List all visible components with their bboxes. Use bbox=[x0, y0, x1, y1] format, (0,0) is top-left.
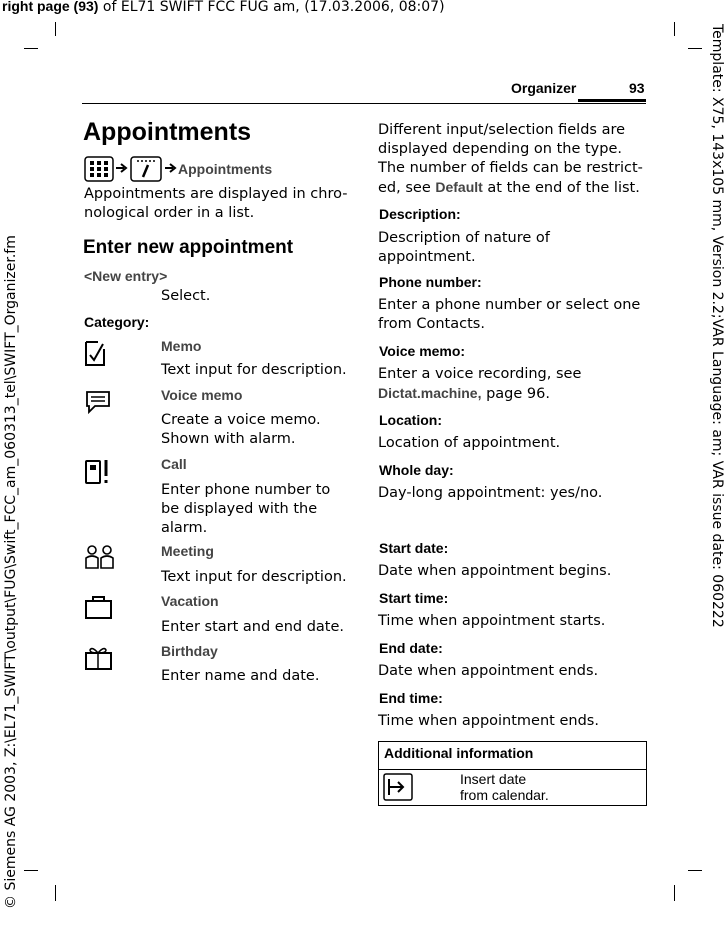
intro-line bbox=[378, 178, 643, 198]
category-desc-line: Text input for description. bbox=[161, 569, 347, 585]
new-entry-label: <New entry> bbox=[84, 268, 168, 284]
running-header-rest: of EL71 SWIFT FCC FUG am, (17.03.2006, 08:07) bbox=[98, 0, 445, 15]
crop-mark bbox=[24, 870, 38, 871]
page-title: Appointments bbox=[83, 118, 252, 146]
category-desc-line: alarm. bbox=[161, 520, 208, 536]
intro-line: Appointments are displayed in chro- bbox=[84, 186, 348, 202]
field-desc bbox=[378, 562, 611, 581]
category-desc bbox=[161, 667, 319, 686]
field-desc-line: Day-long appointment: yes/no. bbox=[378, 485, 603, 501]
arrow-right-icon bbox=[115, 161, 129, 175]
insert-date-icon bbox=[383, 773, 413, 801]
intro-line: The number of fields can be restrict- bbox=[378, 160, 643, 176]
field-desc bbox=[378, 365, 581, 404]
category-desc-line: Text input for description. bbox=[161, 362, 347, 378]
field-desc bbox=[378, 662, 598, 681]
additional-info-box bbox=[378, 741, 647, 806]
category-name: Birthday bbox=[161, 643, 218, 659]
field-desc-line: appointment. bbox=[378, 249, 476, 265]
field-desc bbox=[378, 434, 560, 453]
crop-mark bbox=[24, 48, 38, 49]
default-link[interactable]: Default bbox=[435, 179, 483, 195]
field-desc-line: Description of nature of bbox=[378, 230, 550, 246]
additional-info-divider bbox=[379, 769, 646, 770]
crop-mark bbox=[688, 48, 702, 49]
crop-mark bbox=[674, 22, 675, 36]
field-label: Location: bbox=[379, 412, 442, 428]
menu-key-icon bbox=[84, 156, 114, 182]
section-subtitle: Enter new appointment bbox=[83, 237, 294, 258]
field-label: Voice memo: bbox=[379, 343, 466, 359]
intro-line: displayed depending on the type. bbox=[378, 141, 622, 157]
category-desc bbox=[161, 481, 330, 538]
additional-info-line: from calendar. bbox=[460, 787, 549, 803]
voice-memo-icon bbox=[84, 389, 112, 415]
field-desc-line: Time when appointment starts. bbox=[378, 613, 606, 629]
field-label: Description: bbox=[379, 206, 461, 222]
category-desc bbox=[161, 568, 347, 587]
intro-paragraph bbox=[84, 185, 347, 223]
intro-text: at the end of the list. bbox=[482, 180, 640, 196]
menu-path bbox=[84, 156, 344, 182]
side-text-right: Template: X75, 143x105 mm, Version 2.2;VAR Language: am; VAR issue date: 060222 bbox=[709, 24, 725, 628]
field-label: Start time: bbox=[379, 590, 449, 606]
header-rule bbox=[82, 103, 646, 104]
crop-mark bbox=[674, 885, 675, 901]
field-desc-line: Time when appointment ends. bbox=[378, 713, 599, 729]
new-entry-desc: Select. bbox=[161, 288, 211, 304]
additional-info-title: Additional information bbox=[384, 745, 534, 761]
additional-info-text bbox=[460, 771, 549, 803]
category-desc bbox=[161, 411, 321, 449]
crop-mark bbox=[55, 885, 56, 901]
field-label: Whole day: bbox=[379, 462, 454, 478]
page-number: 93 bbox=[629, 80, 645, 96]
category-desc bbox=[161, 361, 347, 380]
field-label: End time: bbox=[379, 690, 443, 706]
intro-text: ed, see bbox=[378, 180, 436, 196]
category-desc-line: Enter start and end date. bbox=[161, 619, 345, 635]
category-desc-line: Create a voice memo. bbox=[161, 412, 321, 428]
section-title: Organizer bbox=[511, 80, 577, 96]
category-desc-line: Enter phone number to bbox=[161, 482, 331, 498]
field-desc bbox=[378, 229, 550, 267]
category-name: Meeting bbox=[161, 543, 214, 559]
vacation-icon bbox=[84, 594, 114, 620]
organizer-key-icon bbox=[130, 156, 162, 182]
category-desc bbox=[161, 618, 344, 637]
category-name: Call bbox=[161, 456, 187, 472]
additional-info-line: Insert date bbox=[460, 771, 527, 787]
category-desc-line: be displayed with the bbox=[161, 501, 318, 517]
field-desc-line: Enter a voice recording, see bbox=[378, 366, 582, 382]
category-label: Category: bbox=[84, 314, 150, 330]
field-desc-line: Enter a phone number or select one bbox=[378, 297, 641, 313]
running-header-prefix: right page (93) bbox=[2, 0, 99, 14]
field-desc-line: Date when appointment begins. bbox=[378, 563, 612, 579]
category-name: Memo bbox=[161, 338, 202, 354]
field-desc-line: from Contacts. bbox=[378, 316, 485, 332]
field-label: End date: bbox=[379, 640, 443, 656]
intro-line: nological order in a list. bbox=[84, 205, 255, 221]
crop-mark bbox=[688, 870, 702, 871]
field-desc bbox=[378, 612, 605, 631]
field-label: Phone number: bbox=[379, 274, 482, 290]
field-desc-line: Location of appointment. bbox=[378, 435, 561, 451]
running-header bbox=[2, 0, 445, 15]
memo-icon bbox=[84, 339, 106, 367]
category-desc-line: Shown with alarm. bbox=[161, 431, 296, 447]
field-desc bbox=[378, 296, 640, 334]
field-label: Start date: bbox=[379, 540, 449, 556]
field-desc bbox=[378, 484, 602, 503]
field-desc-line: Date when appointment ends. bbox=[378, 663, 599, 679]
meeting-icon bbox=[84, 543, 116, 571]
category-name: Voice memo bbox=[161, 387, 243, 403]
category-name: Vacation bbox=[161, 593, 219, 609]
field-desc bbox=[378, 712, 599, 731]
page-number-bar bbox=[578, 99, 646, 102]
field-desc-line bbox=[378, 384, 581, 404]
arrow-right-icon bbox=[164, 161, 178, 175]
dictat-machine-link[interactable]: Dictat.machine, bbox=[378, 385, 482, 401]
fields-intro bbox=[378, 121, 643, 198]
category-desc-line: Enter name and date. bbox=[161, 668, 320, 684]
call-icon bbox=[84, 458, 112, 486]
crop-mark bbox=[55, 22, 56, 36]
menu-path-label: Appointments bbox=[178, 161, 273, 177]
intro-line: Different input/selection fields are bbox=[378, 122, 626, 138]
field-desc-text: page 96. bbox=[481, 386, 550, 402]
birthday-icon bbox=[84, 644, 114, 672]
side-text-left: © Siemens AG 2003, Z:\EL71_SWIFT\output\FUG\Swift_FCC_am_060313_tel\SWIFT_Organizer.fm bbox=[3, 235, 19, 909]
